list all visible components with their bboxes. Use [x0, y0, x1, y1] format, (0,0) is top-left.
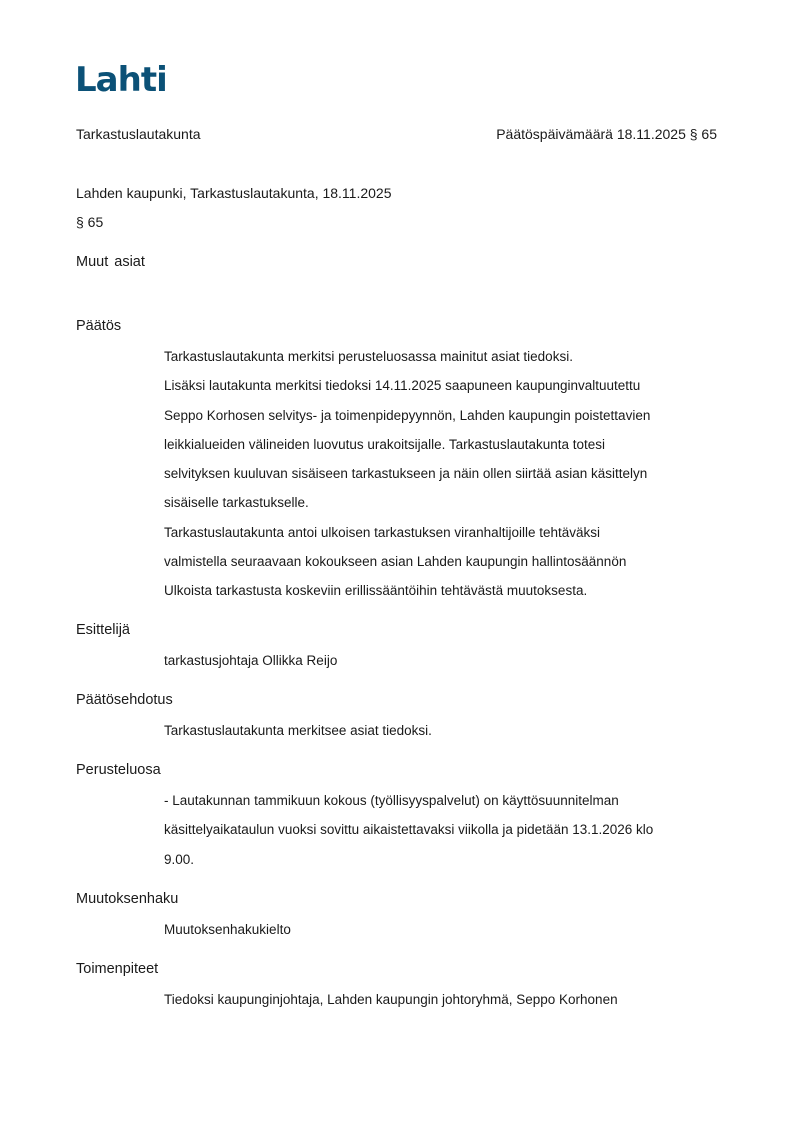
- text-line: Seppo Korhosen selvitys- ja toimenpidepyynnön, Lahden kaupungin poistettavien: [164, 407, 651, 423]
- text-line: sisäiselle tarkastukselle.: [164, 495, 309, 511]
- section-heading: Toimenpiteet: [76, 961, 159, 977]
- text-line: 9.00.: [164, 851, 195, 867]
- meeting-line: Lahden kaupunki, Tarkastuslautakunta, 18.11.2025: [76, 185, 392, 201]
- text-line: - Lautakunnan tammikuun kokous (työllisyyspalvelut) on käyttösuunnitelman: [164, 793, 619, 808]
- section-decision: [76, 316, 726, 606]
- section-body: [164, 985, 726, 1014]
- organ-name: Tarkastuslautakunta: [76, 126, 201, 142]
- decision-date-header: Päätöspäivämäärä 18.11.2025 § 65: [496, 126, 717, 142]
- section-body: [164, 786, 726, 874]
- text-line: tarkastusjohtaja Ollikka Reijo: [164, 653, 338, 668]
- section-actions: [76, 959, 726, 1014]
- section-body: [164, 915, 726, 944]
- text-line: Tarkastuslautakunta merkitsi perusteluosassa mainitut asiat tiedoksi.: [164, 349, 573, 364]
- text-line: selvityksen kuuluvan sisäiseen tarkastukseen ja näin ollen siirtää asian käsittelyn: [164, 466, 648, 482]
- section-appeal: [76, 889, 726, 944]
- section-body: [164, 716, 726, 745]
- section-heading: Muutoksenhaku: [76, 891, 179, 907]
- text-line: leikkialueiden välineiden luovutus urakoitsijalle. Tarkastuslautakunta totesi: [164, 436, 606, 452]
- section-heading: Esittelijä: [76, 622, 130, 638]
- section-heading: Perusteluosa: [76, 762, 161, 778]
- text-line: Tarkastuslautakunta merkitsee asiat tiedoksi.: [164, 723, 432, 738]
- document-title: Muut asiat: [76, 254, 145, 270]
- text-line: Tarkastuslautakunta antoi ulkoisen tarkastuksen viranhaltijoille tehtäväksi: [164, 524, 600, 540]
- text-line: valmistella seuraavaan kokoukseen asian Lahden kaupungin hallintosäännön: [164, 554, 627, 570]
- text-line: Tiedoksi kaupunginjohtaja, Lahden kaupungin johtoryhmä, Seppo Korhonen: [164, 992, 618, 1007]
- section-heading: Päätös: [76, 318, 122, 334]
- section-proposal: [76, 690, 726, 745]
- section-presenter: [76, 620, 726, 675]
- text-line: Lisäksi lautakunta merkitsi tiedoksi 14.11.2025 saapuneen kaupunginvaltuutettu: [164, 378, 641, 394]
- text-line: käsittelyaikataulun vuoksi sovittu aikaistettavaksi viikolla ja pidetään 13.1.2026 klo: [164, 822, 654, 838]
- text-line: Muutoksenhakukielto: [164, 922, 291, 937]
- section-number: § 65: [76, 214, 104, 230]
- section-body: [164, 342, 726, 606]
- section-rationale: [76, 760, 726, 874]
- section-body: [164, 646, 726, 675]
- section-heading: Päätösehdotus: [76, 692, 173, 708]
- text-line: Ulkoista tarkastusta koskeviin erillissääntöihin tehtävästä muutoksesta.: [164, 583, 588, 599]
- lahti-logo: Lahti: [75, 60, 167, 100]
